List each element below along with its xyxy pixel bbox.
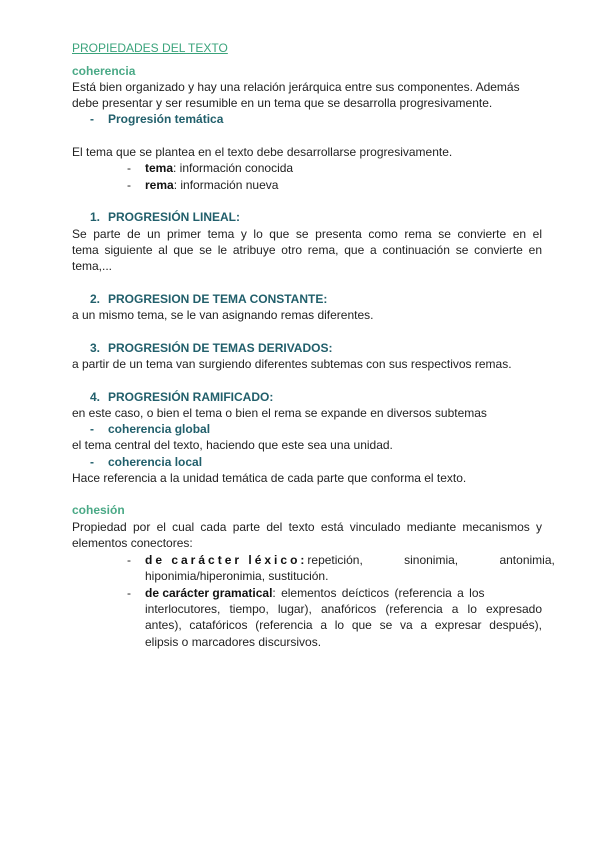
- tema-term: tema: [145, 161, 174, 175]
- lexico-term: de carácter léxico:: [145, 553, 308, 567]
- gramatical-item: - de carácter gramatical: elementos deícticos (referencia a los: [127, 586, 485, 600]
- list-number: 4.: [90, 390, 101, 404]
- coherencia-line-1: Está bien organizado y hay una relación jerárquica entre sus componentes. Además: [72, 80, 520, 94]
- coherencia-local-heading: coherencia local: [108, 455, 203, 469]
- progresion-tematica-item: [90, 111, 223, 127]
- lexico-item: - de carácter léxico: repetición, sinonimia, antonimia,: [127, 553, 555, 567]
- coherencia-global-text: el tema central del texto, haciendo que este sea una unidad.: [72, 438, 393, 452]
- rema-desc: : información nueva: [173, 178, 279, 192]
- page-title: PROPIEDADES DEL TEXTO: [72, 41, 228, 55]
- tema-desc: : información conocida: [173, 161, 294, 175]
- progresion-lineal-line-2: tema siguiente al que se le atribuye otro rema, que a continuación se convierte en: [72, 243, 542, 257]
- progresion-lineal-heading: 1. PROGRESIÓN LINEAL:: [90, 210, 241, 224]
- coherencia-local-item: - coherencia local: [90, 455, 203, 469]
- cohesion-line-1: Propiedad por el cual cada parte del texto está vinculado mediante mecanismos y: [72, 520, 542, 534]
- gramatical-line-2: interlocutores, tiempo, lugar), anafóricos (referencia a lo expresado: [145, 602, 542, 616]
- cohesion-heading: cohesión: [72, 503, 125, 517]
- progresion-ramificado-text: en este caso, o bien el tema o bien el rema se expande en diversos subtemas: [72, 406, 487, 420]
- progresion-derivados-heading: 3. PROGRESIÓN DE TEMAS DERIVADOS:: [90, 341, 333, 355]
- progresion-tematica-heading: Progresión temática: [108, 112, 224, 126]
- list-number: 3.: [90, 341, 101, 355]
- coherencia-line-2: debe presentar y ser resumible en un tema que se desarrolla progresivamente.: [72, 96, 493, 110]
- lexico-line-2: hiponimia/hiperonimia, sustitución.: [145, 569, 329, 583]
- gramatical-term: de carácter gramatical: [145, 586, 273, 600]
- progresion-constante-heading: 2. PROGRESION DE TEMA CONSTANTE:: [90, 292, 328, 306]
- list-number: 1.: [90, 210, 101, 224]
- gramatical-desc: : elementos deícticos (referencia a los: [272, 586, 485, 600]
- cohesion-line-2: elementos conectores:: [72, 536, 193, 550]
- coherencia-local-text: Hace referencia a la unidad temática de cada parte que conforma el texto.: [72, 471, 467, 485]
- list-number: 2.: [90, 292, 101, 306]
- progresion-ramificado-heading: 4. PROGRESIÓN RAMIFICADO:: [90, 390, 274, 404]
- progresion-lineal-line-3: tema,...: [72, 259, 113, 273]
- lexico-desc: repetición, sinonimia, antonimia,: [307, 553, 555, 567]
- rema-term: rema: [145, 178, 174, 192]
- progresion-lineal-line-1: Se parte de un primer tema y lo que se presenta como rema se convierte en el: [72, 227, 542, 241]
- gramatical-line-4: elipsis o marcadores discursivos.: [145, 635, 322, 649]
- progresion-constante-text: a un mismo tema, se le van asignando remas diferentes.: [72, 308, 374, 322]
- gramatical-line-3: antes), catafóricos (referencia a lo que se va a expresar después),: [145, 618, 542, 632]
- progresion-derivados-text: a partir de un tema van surgiendo diferentes subtemas con sus respectivos remas.: [72, 357, 512, 371]
- coherencia-global-item: - coherencia global: [90, 422, 211, 436]
- progresion-intro: El tema que se plantea en el texto debe desarrollarse progresivamente.: [72, 145, 453, 159]
- tema-item: - tema: información conocida: [127, 161, 294, 175]
- coherencia-heading: coherencia: [72, 64, 136, 78]
- rema-item: - rema: información nueva: [127, 178, 279, 192]
- coherencia-global-heading: coherencia global: [108, 422, 211, 436]
- bullet-dash: -: [90, 112, 94, 126]
